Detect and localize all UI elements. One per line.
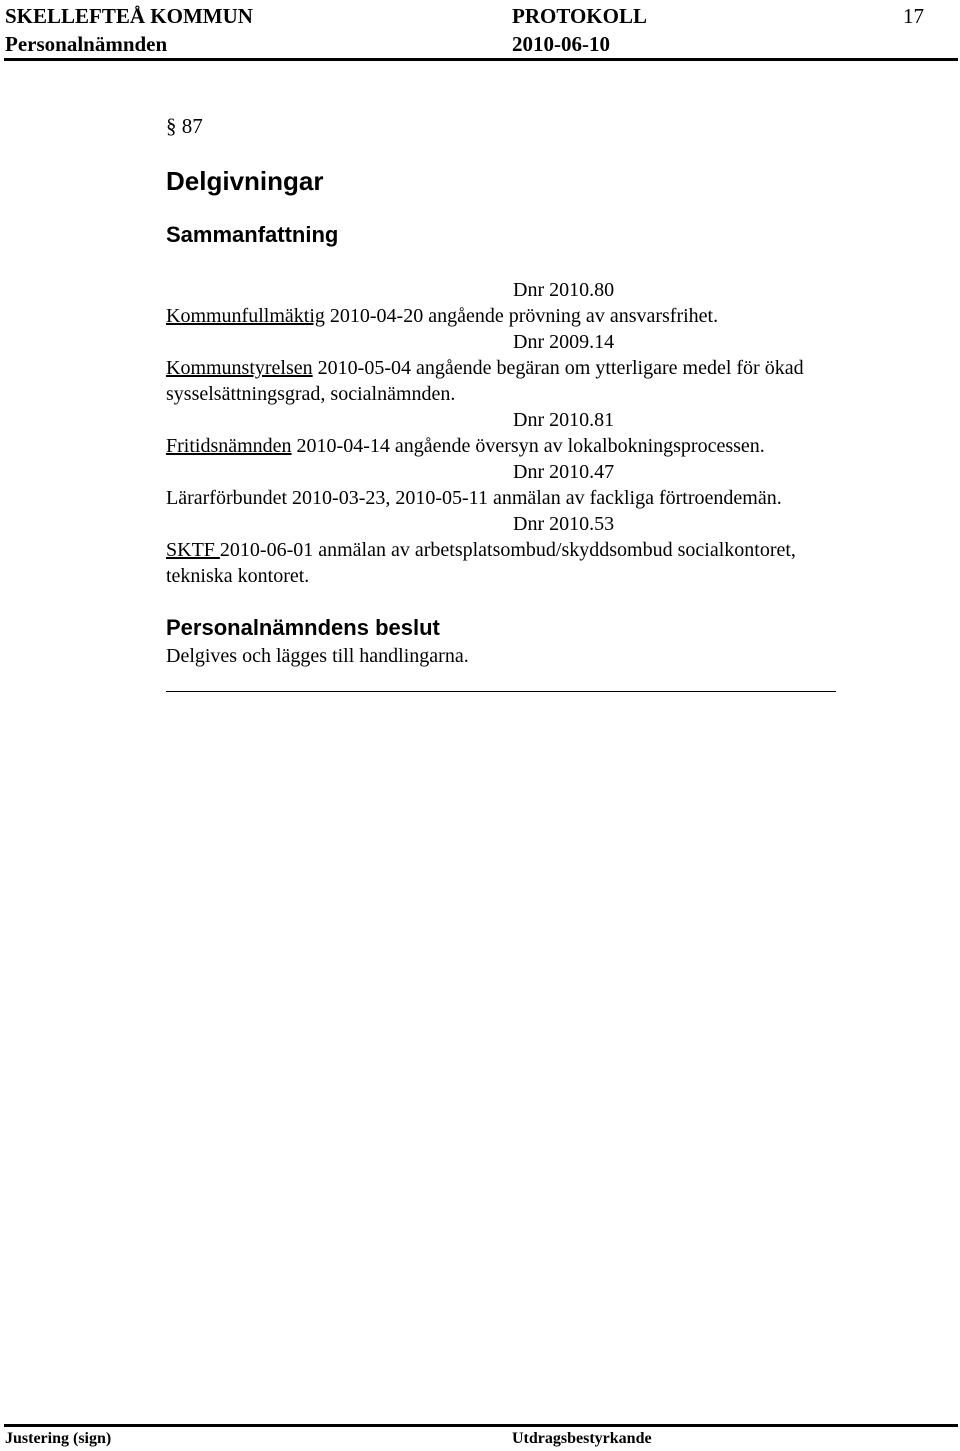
header-board: Personalnämnden: [5, 32, 168, 56]
item-text: [166, 355, 906, 381]
item-dnr: Dnr 2010.80: [513, 279, 615, 301]
decision-heading: Personalnämndens beslut: [166, 615, 440, 640]
footer-rule: [4, 1424, 958, 1427]
item-line: 2010-06-01 anmälan av arbetsplatsombud/skyddsombud socialkontoret,: [219, 539, 796, 561]
item-text-cont: tekniska kontoret.: [166, 565, 310, 587]
item-org-link: Fritidsnämnden: [166, 435, 292, 457]
page-number: 17: [903, 4, 924, 28]
item-org-link: SKTF: [166, 539, 220, 561]
item-line: 2010-05-04 angående begäran om ytterligare medel för ökad: [312, 357, 804, 379]
item-text: [166, 303, 906, 329]
item-text: [166, 433, 906, 459]
summary-heading: Sammanfattning: [166, 222, 339, 247]
item-text: Lärarförbundet 2010-03-23, 2010-05-11 anmälan av fackliga förtroendemän.: [166, 487, 782, 509]
item-text: [166, 537, 906, 563]
item-org-link: Kommunfullmäktig: [166, 305, 325, 327]
header-doc-type: PROTOKOLL: [512, 4, 647, 28]
section-number: § 87: [166, 114, 203, 138]
header-org: SKELLEFTEÅ KOMMUN: [5, 4, 253, 28]
item-line: 2010-04-20 angående prövning av ansvarsfrihet.: [324, 305, 719, 327]
end-rule: [166, 691, 836, 692]
item-org-link: Kommunstyrelsen: [166, 357, 313, 379]
item-dnr: Dnr 2009.14: [513, 331, 615, 353]
decision-text: Delgives och lägges till handlingarna.: [166, 645, 469, 667]
header-date: 2010-06-10: [512, 32, 610, 56]
item-text-cont: sysselsättningsgrad, socialnämnden.: [166, 383, 456, 405]
footer-signature-label: Justering (sign): [5, 1430, 112, 1447]
item-dnr: Dnr 2010.53: [513, 513, 615, 535]
item-line: 2010-04-14 angående översyn av lokalbokningsprocessen.: [291, 435, 765, 457]
item-dnr: Dnr 2010.47: [513, 461, 615, 483]
page-title: Delgivningar: [166, 166, 324, 196]
header-rule: [4, 58, 958, 61]
footer-certification-label: Utdragsbestyrkande: [512, 1430, 652, 1447]
item-dnr: Dnr 2010.81: [513, 409, 615, 431]
